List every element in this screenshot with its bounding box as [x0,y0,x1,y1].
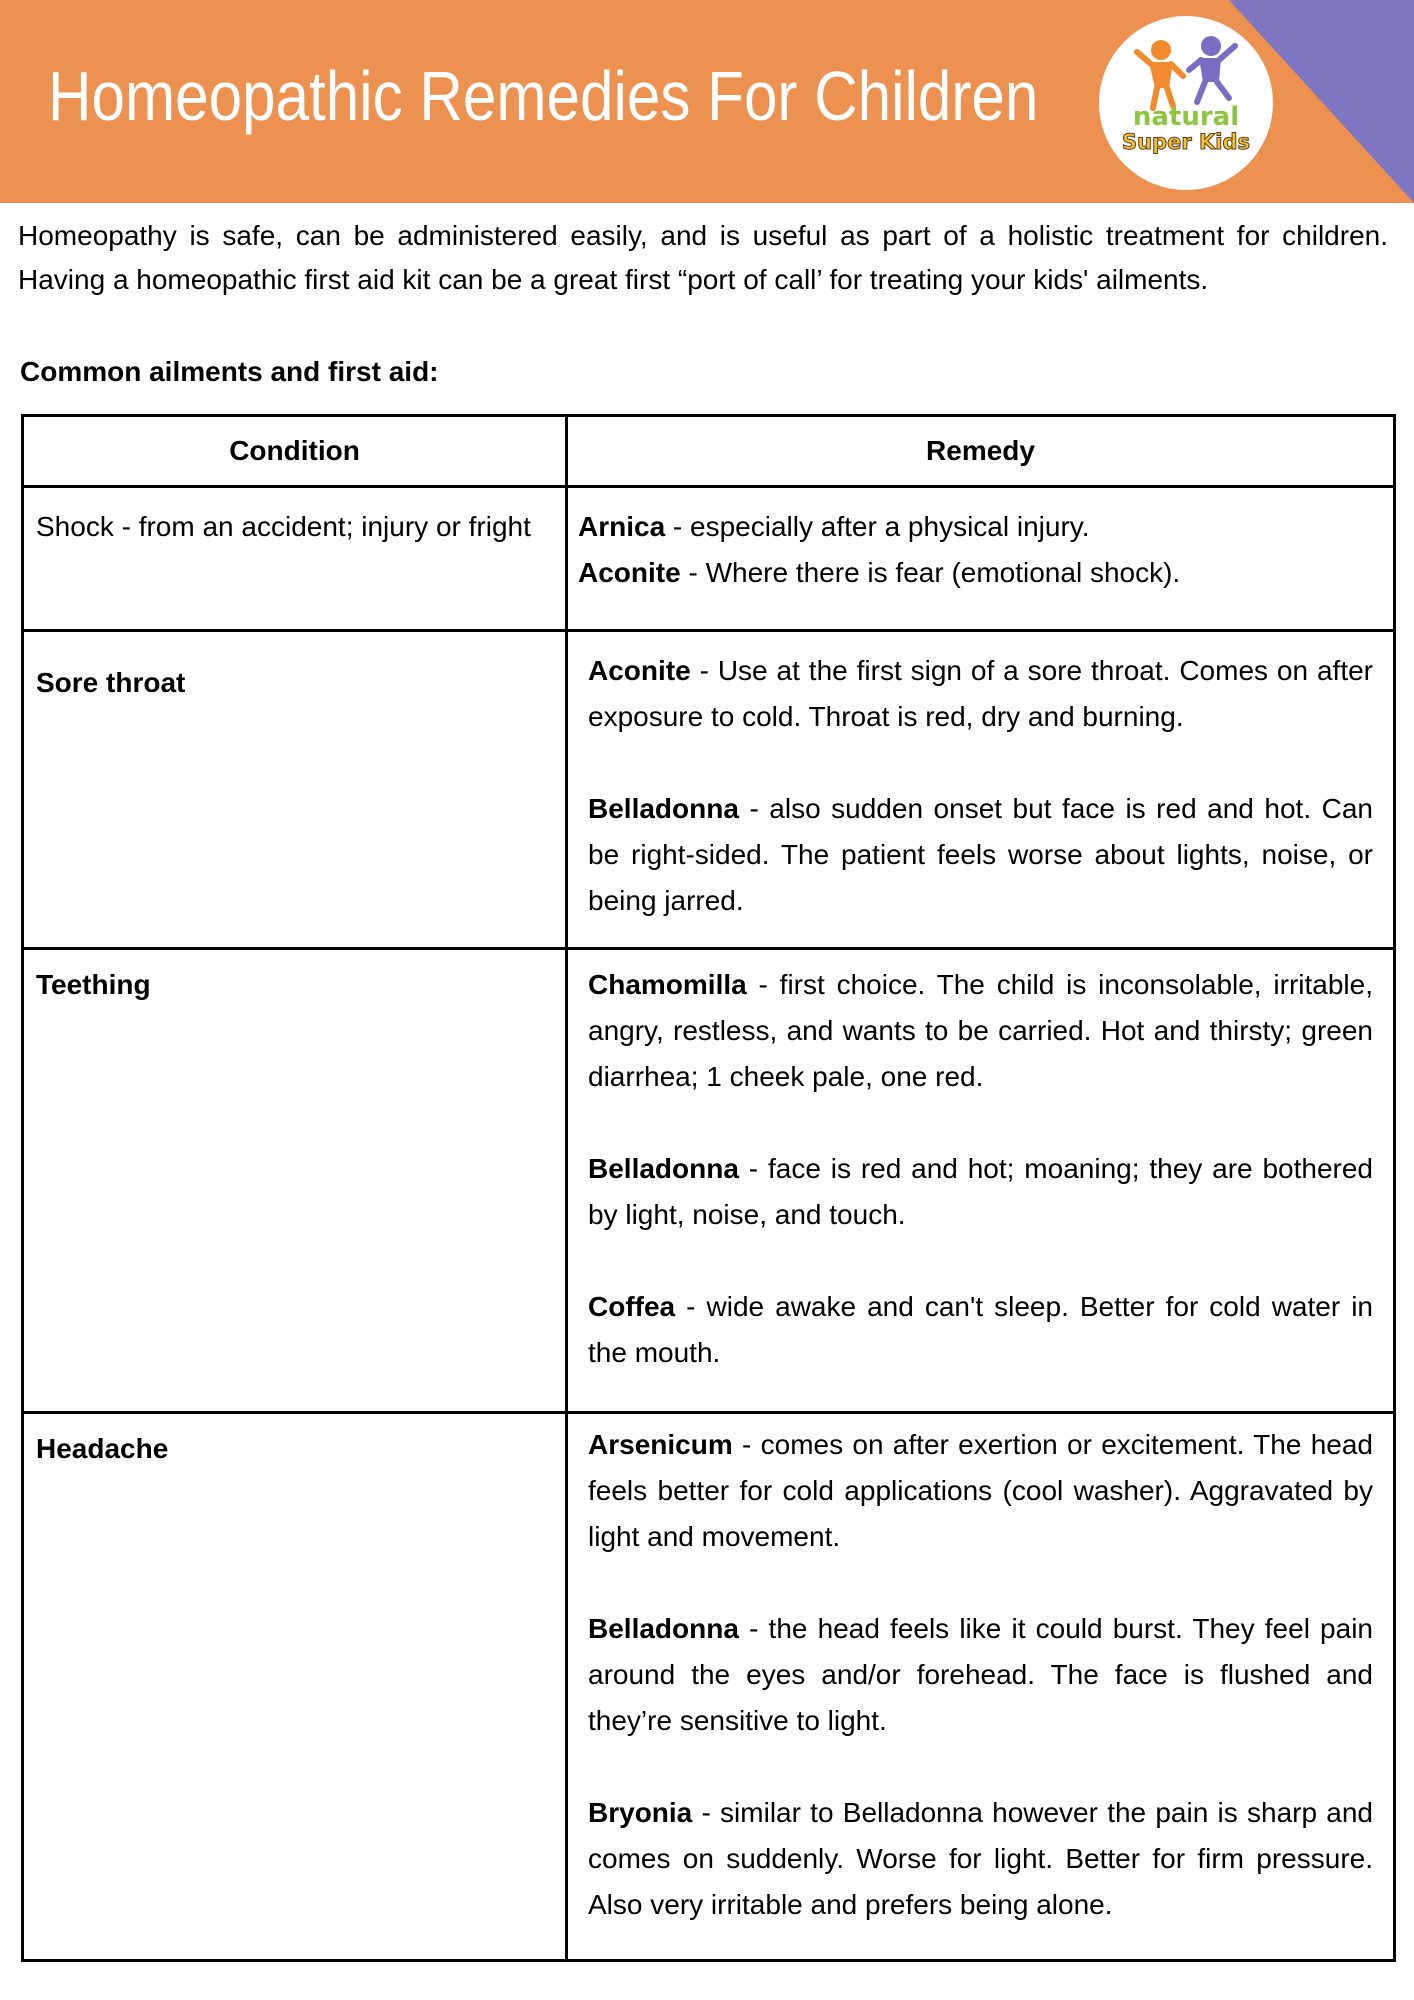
remedy-entry [588,962,1373,1100]
remedy-entry [588,1422,1373,1560]
condition-text: Teething [36,969,151,1000]
remedy-entry [578,504,1373,550]
remedy-description: - also sudden onset but face is red and hot. Can be right-sided. The patient feels worse about lights, noise, or being jarred. [588,793,1373,916]
remedy-cell [567,949,1395,1413]
remedy-name: Chamomilla [588,969,747,1000]
remedy-description: - similar to Belladonna however the pain is sharp and comes on suddenly. Worse for light. Better for firm pressure. Also very irritable and prefers being alone. [588,1797,1373,1920]
remedy-description: - wide awake and can't sleep. Better for cold water in the mouth. [588,1291,1373,1368]
remedy-description: - the head feels like it could burst. They feel pain around the eyes and/or forehead. The face is flushed and they’re sensitive to light. [588,1613,1373,1736]
remedy-cell [567,487,1395,631]
remedies-table [21,414,1396,1962]
remedy-entry [588,1606,1373,1744]
remedy-entry [588,1790,1373,1928]
remedy-name: Bryonia [588,1797,693,1828]
remedy-name: Belladonna [588,1613,739,1644]
remedy-entry [588,1146,1373,1238]
header-banner [0,0,1414,203]
column-header-condition: Condition [23,416,567,487]
condition-cell [23,1413,567,1961]
condition-text: Sore throat [36,667,186,698]
condition-text: Shock - from an accident; injury or fright [36,511,531,542]
remedy-description: - especially after a physical injury. [665,511,1090,542]
condition-cell [23,631,567,949]
logo-word-natural: natural [1132,102,1240,132]
remedy-description: - first choice. The child is inconsolable, irritable, angry, restless, and wants to be carried. Hot and thirsty; green diarrhea; 1 cheek pale, one red. [588,969,1373,1092]
table-row [23,487,1395,631]
remedy-entry [588,1284,1373,1376]
column-header-remedy: Remedy [567,416,1395,487]
remedy-name: Aconite [578,557,681,588]
condition-cell [23,949,567,1413]
natural-super-kids-logo [1099,16,1273,190]
page-title: Homeopathic Remedies For Children [48,57,1039,135]
remedy-name: Coffea [588,1291,676,1322]
remedy-name: Arnica [578,511,666,542]
remedy-description: - comes on after exertion or excitement. The head feels better for cold applications (cool washer). Aggravated by light and movement. [588,1429,1373,1552]
remedy-name: Aconite [588,655,691,686]
condition-text: Headache [36,1433,169,1464]
table-row [23,631,1395,949]
condition-cell [23,487,567,631]
remedy-cell [567,631,1395,949]
remedy-description: - Use at the first sign of a sore throat. Comes on after exposure to cold. Throat is red, dry and burning. [588,655,1373,732]
remedy-description: - face is red and hot; moaning; they are bothered by light, noise, and touch. [588,1153,1373,1230]
table-row [23,949,1395,1413]
logo-word-super-kids: Super Kids [1121,130,1251,154]
remedy-entry [588,786,1373,924]
intro-paragraph: Homeopathy is safe, can be administered easily, and is useful as part of a holistic treatment for children. Having a homeopathic first aid kit can be a great first “port of call’ for treating your kids' ailments. [18,220,1388,295]
remedy-name: Arsenicum [588,1429,733,1460]
section-subheading: Common ailments and first aid: [20,356,439,387]
remedy-entry [588,648,1373,740]
table-header-row [23,416,1395,487]
table-row [23,1413,1395,1961]
remedy-description: - Where there is fear (emotional shock). [680,557,1181,588]
remedy-entry [578,550,1373,596]
remedy-name: Belladonna [588,793,739,824]
remedy-name: Belladonna [588,1153,739,1184]
remedy-cell [567,1413,1395,1961]
